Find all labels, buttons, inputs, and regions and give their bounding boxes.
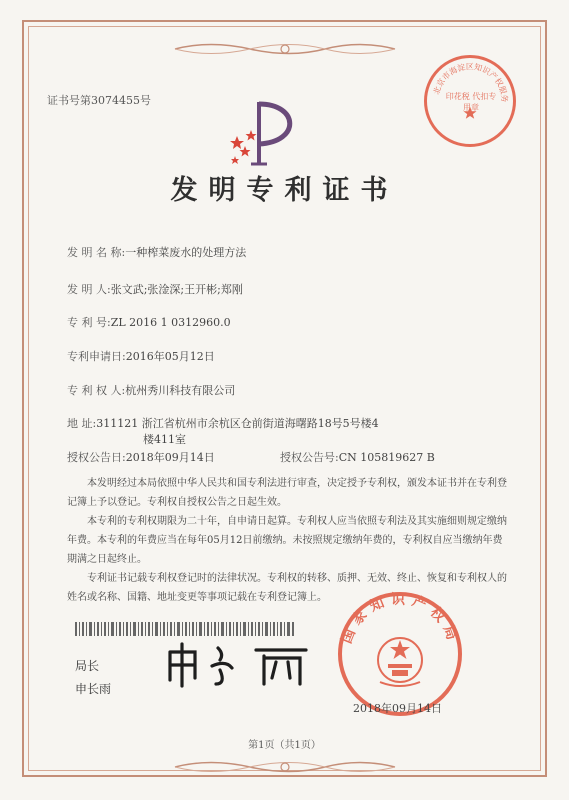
patent-number-row [67,314,231,330]
top-ornament [170,40,400,58]
address-value-line1: 311121 浙江省杭州市余杭区仓前街道海曙路18号5号楼4 [96,417,379,430]
address-row [67,415,379,431]
tax-seal-ring-text: 北京市海淀区知识产权服务 [431,62,509,103]
grant-date-label: 授权公告日: [67,451,126,464]
grant-pub-no-label: 授权公告号: [280,451,339,464]
grant-pub-no-row [280,449,435,465]
director-title: 局长 [75,659,100,673]
bottom-ornament [170,758,400,776]
tax-seal-center-text: 印花税 代扣专用章 [445,92,497,112]
handwritten-signature [160,640,320,690]
certificate-number: 证书号第3074455号 [47,94,151,107]
body-paragraph: 专利证书记载专利权登记时的法律状况。专利权的转移、质押、无效、终止、恢复和专利权人的姓名或名称、国籍、地址变更等事项记载在专利登记簿上。 [67,573,507,603]
page-title: 发明专利证书 [170,175,399,206]
filing-date-row [67,348,215,364]
filing-date-label: 专利申请日: [67,350,126,363]
body-paragraph: 本专利的专利权期限为二十年，自申请日起算。专利权人应当依照专利法及其实施细则规定缴纳年费。本专利的年费应当在每年05月12日前缴纳。未按照规定缴纳年费的，专利权自应当缴纳年费期满之日起终止。 [67,516,507,565]
inventors-value: 张文武;张淦深;王开彬;郑刚 [110,283,243,296]
patentee-label: 专 利 权 人: [67,384,126,397]
address-label: 地 址: [67,417,97,430]
tax-stamp-seal [424,55,516,147]
grant-date-row [67,449,215,465]
seal-date: 2018年09月14日 [353,702,442,715]
inventors-label: 发 明 人: [67,283,111,296]
seal-ring-text: 国家知识产权局 [338,591,462,648]
grant-pub-no-value: CN 105819627 B [338,451,435,464]
cnipa-official-seal [336,590,464,718]
address-value-line2: 楼411室 [143,433,186,446]
patent-office-logo-icon [229,94,303,174]
barcode-icon [75,622,295,636]
svg-text:国家知识产权局 [338,591,462,648]
body-paragraph: 本发明经过本局依照中华人民共和国专利法进行审查，决定授予专利权，颁发本证书并在专利登记簿上予以登记。专利权自授权公告之日起生效。 [67,478,507,508]
filing-date-value: 2016年05月12日 [125,350,215,363]
invention-name-label: 发 明 名 称: [67,246,126,259]
grant-date-value: 2018年09月14日 [125,451,215,464]
patentee-value: 杭州秀川科技有限公司 [125,384,236,397]
page-number: 第1页（共1页） [248,740,321,751]
director-name: 申长雨 [75,682,112,696]
address-row-2 [143,431,186,447]
inventors-row [67,281,243,297]
patentee-row [67,382,235,398]
invention-name-value: 一种榨菜废水的处理方法 [125,246,247,259]
patent-number-label: 专 利 号: [67,316,111,329]
certificate-body [67,474,507,607]
patent-number-value: ZL 2016 1 0312960.0 [110,316,231,329]
invention-name-row [67,244,246,260]
